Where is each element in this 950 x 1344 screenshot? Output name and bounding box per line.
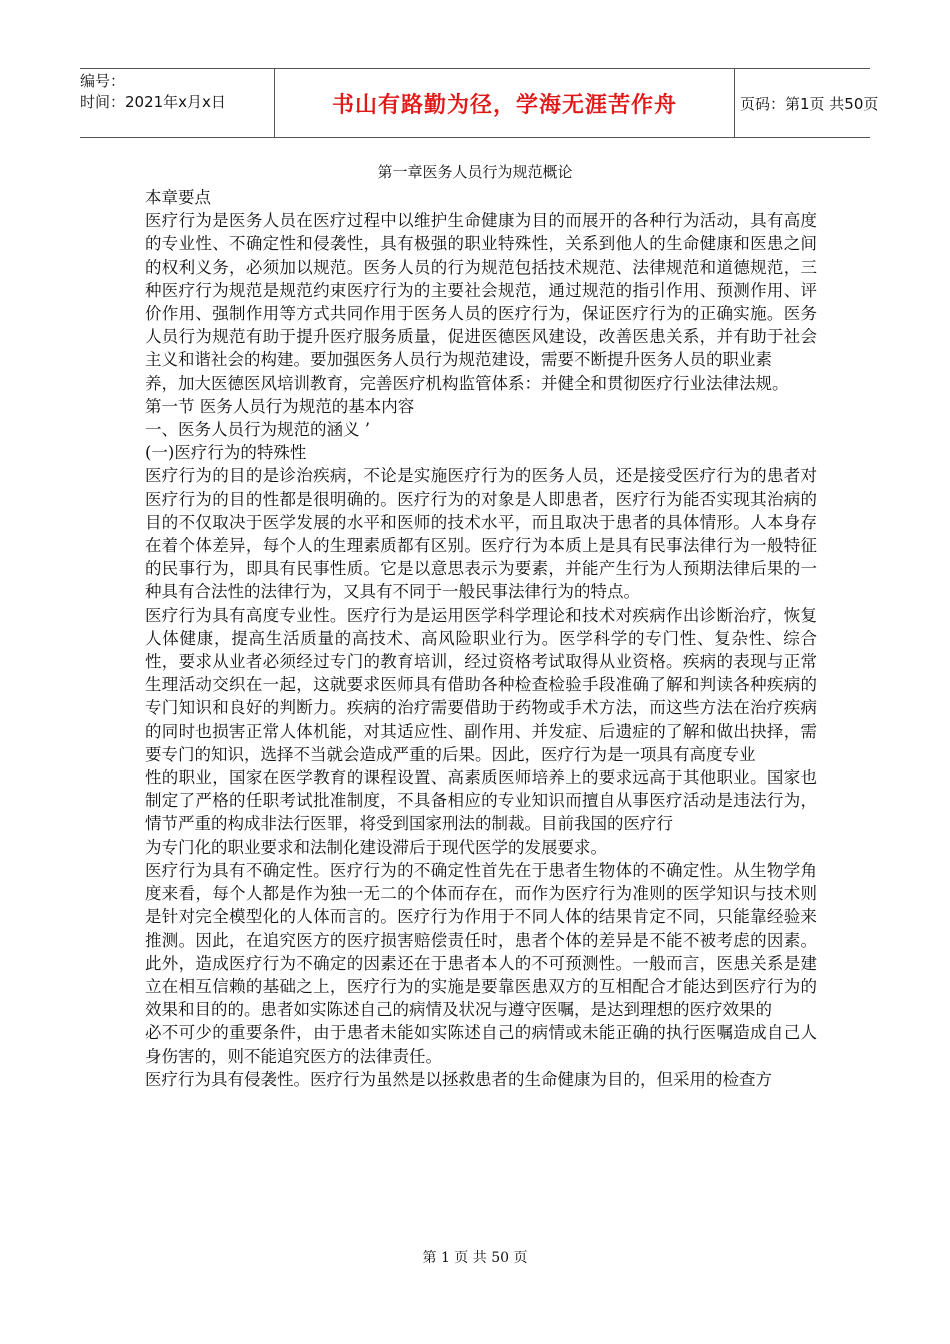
- section-heading: 第一节 医务人员行为规范的基本内容: [145, 396, 415, 416]
- paragraph-professional: 医疗行为具有高度专业性。医疗行为是运用医学科学理论和技术对疾病作出诊断治疗，恢复人体健康，提高生活质量的高技术、高风险职业行为。医学科学的专门性、复杂性、综合性，要求从业者必须经过专门的教育培训，经过资格考试取得从业资格。疾病的表现与正常生理活动交织在一起，这就要求医师具有借助各种检查检验手段准确了解和判读各种疾病的专门知识和良好的判断力。疾病的治疗需要借助于药物或手术方法，而这些方法在治疗疾病的同时也损害正常人体机能，对其适应性、副作用、并发症、后遗症的了解和做出抉择，需要专门的知识，选择不当就会造成严重的后果。因此，医疗行为是一项具有高度专业: [145, 605, 817, 764]
- subsubsection-heading: (一)医疗行为的特殊性: [145, 443, 307, 463]
- document-number-label: 编号：: [80, 72, 126, 90]
- section-heading-key-points: 本章要点: [145, 188, 211, 207]
- paragraph-summary: 医疗行为是医务人员在医疗过程中以维护生命健康为目的而展开的各种行为活动，具有高度的专业性、不确定性和侵袭性，具有极强的职业特殊性，关系到他人的生命健康和医患之间的权利义务，必须加以规范。医务人员的行为规范包括技术规范、法律规范和道德规范，三种医疗行为规范是规范约束医疗行为的主要社会规范，通过规范的指引作用、预测作用、评价作用、强制作用等方式共同作用于医务人员的医疗行为，保证医疗行为的正确实施。医务人员行为规范有助于提升医疗服务质量，促进医德医风建设，改善医患关系，并有助于社会主义和谐社会的构建。要加强医务人员行为规范建设，需要不断提升医务人员的职业素: [145, 211, 817, 370]
- subsection-heading: 一、医务人员行为规范的涵义 ’: [145, 420, 370, 440]
- paragraph-uncertainty-continued: 必不可少的重要条件，由于患者未能如实陈述自己的病情或未能正确的执行医嘱造成自己人身伤害的，则不能追究医方的法律责任。: [145, 1023, 817, 1066]
- document-body: [145, 186, 817, 1091]
- header-table: [80, 68, 879, 138]
- paragraph-invasiveness: 医疗行为具有侵袭性。医疗行为虽然是以拯救患者的生命健康为目的，但采用的检查方: [145, 1069, 772, 1089]
- paragraph-professional-end: 为专门化的职业要求和法制化建设滞后于现代医学的发展要求。: [145, 837, 607, 857]
- chapter-title: 第一章医务人员行为规范概论: [377, 163, 573, 181]
- header-page-label: 页码：第1页 共50页: [740, 94, 879, 113]
- header-info-cell: [80, 69, 275, 137]
- paragraph-summary-continued: 养，加大医德医风培训教育，完善医疗机构监管体系：并健全和贯彻医疗行业法律法规。: [145, 373, 789, 393]
- header-motto: 书山有路勤为径，学海无涯苦作舟: [275, 69, 735, 137]
- page-footer: 第 1 页 共 50 页: [422, 1250, 528, 1266]
- paragraph-purpose: 医疗行为的目的是诊治疾病，不论是实施医疗行为的医务人员，还是接受医疗行为的患者对医疗行为的目的性都是很明确的。医疗行为的对象是人即患者，医疗行为能否实现其治病的目的不仅取决于医学发展的水平和医师的技术水平，而且取决于患者的具体情形。人本身存在着个体差异，每个人的生理素质都有区别。医疗行为本质上是具有民事法律行为一般特征的民事行为，即具有民事性质。它是以意思表示为要素，并能产生行为人预期法律后果的一种具有合法性的法律行为，又具有不同于一般民事法律行为的特点。: [145, 466, 817, 602]
- paragraph-professional-continued: 性的职业，国家在医学教育的课程设置、高素质医师培养上的要求远高于其他职业。国家也制定了严格的任职考试批准制度，不具备相应的专业知识而擅自从事医疗活动是违法行为，情节严重的构成非法行医罪，将受到国家刑法的制裁。目前我国的医疗行: [145, 768, 817, 834]
- paragraph-uncertainty: 医疗行为具有不确定性。医疗行为的不确定性首先在于患者生物体的不确定性。从生物学角度来看，每个人都是作为独一无二的个体而存在，而作为医疗行为准则的医学知识与技术则是针对完全模型化的人体而言的。医疗行为作用于不同人体的结果肯定不同，只能靠经验来推测。因此，在追究医方的医疗损害赔偿责任时，患者个体的差异是不能不被考虑的因素。此外，造成医疗行为不确定的因素还在于患者本人的不可预测性。一般而言，医患关系是建立在相互信赖的基础之上，医疗行为的实施是要靠医患双方的互相配合才能达到医疗行为的效果和目的的。患者如实陈述自己的病情及状况与遵守医嘱，是达到理想的医疗效果的: [145, 860, 817, 1020]
- document-date-label: 时间：2021年x月x日: [80, 93, 226, 111]
